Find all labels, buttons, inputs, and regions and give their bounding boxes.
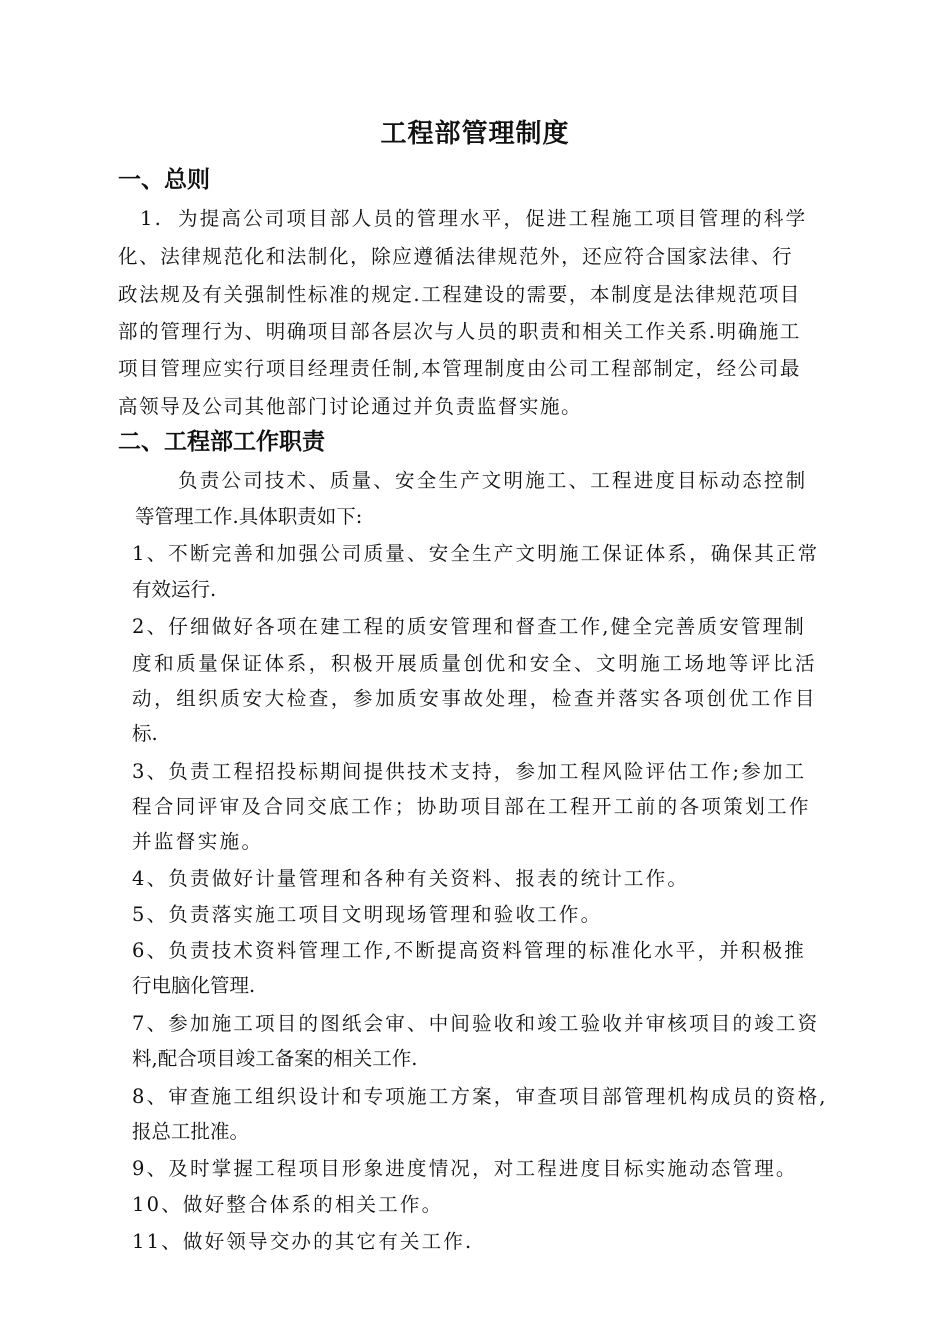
- list-item-continuation: 报总工批准。: [132, 1120, 250, 1143]
- list-item: 11、做好领导交办的其它有关工作.: [132, 1230, 474, 1253]
- list-item: 3、负责工程招投标期间提供技术支持，参加工程风险评估工作;参加工: [132, 760, 807, 783]
- paragraph-line: 高领导及公司其他部门讨论通过并负责监督实施。: [118, 395, 583, 418]
- paragraph-line: 部的管理行为、明确项目部各层次与人员的职责和相关工作关系.明确施工: [118, 320, 801, 343]
- paragraph-line: 负责公司技术、质量、安全生产文明施工、工程进度目标动态控制: [178, 469, 808, 492]
- list-item: 5、负责落实施工项目文明现场管理和验收工作。: [132, 903, 603, 926]
- list-item: 7、参加施工项目的图纸会审、中间验收和竣工验收并审核项目的竣工资: [132, 1012, 820, 1035]
- list-item-continuation: 有效运行.: [132, 578, 217, 601]
- paragraph-line: 化、法律规范化和法制化，除应遵循法律规范外，还应符合国家法律、行: [118, 245, 794, 268]
- paragraph-line: 政法规及有关强制性标准的规定.工程建设的需要，本制度是法律规范项目: [118, 283, 801, 306]
- paragraph-line: 项目管理应实行项目经理责任制,本管理制度由公司工程部制定，经公司最: [118, 357, 801, 380]
- paragraph-line: 1. 为提高公司项目部人员的管理水平，促进工程施工项目管理的科学: [140, 202, 807, 236]
- list-item-continuation: 料,配合项目竣工备案的相关工作.: [132, 1047, 418, 1070]
- list-item: 4、负责做好计量管理和各种有关资料、报表的统计工作。: [132, 867, 690, 890]
- list-item: 1、不断完善和加强公司质量、安全生产文明施工保证体系，确保其正常: [132, 542, 820, 565]
- list-item: 6、负责技术资料管理工作,不断提高资料管理的标准化水平，并积极推: [132, 939, 807, 962]
- list-item: 10、做好整合体系的相关工作。: [132, 1193, 444, 1216]
- list-item-continuation: 行电脑化管理.: [132, 974, 256, 997]
- section-heading-general: 一、总则: [118, 166, 210, 193]
- section-heading-duties: 二、工程部工作职责: [118, 428, 325, 455]
- list-item-continuation: 程合同评审及合同交底工作；协助项目部在工程开工前的各项策划工作: [132, 795, 811, 818]
- list-item-continuation: 标.: [132, 722, 158, 745]
- list-item-continuation: 度和质量保证体系，积极开展质量创优和安全、文明施工场地等评比活: [132, 652, 818, 675]
- list-item-continuation: 并监督实施。: [132, 830, 264, 853]
- list-item: 2、仔细做好各项在建工程的质安管理和督查工作,健全完善质安管理制: [132, 615, 807, 638]
- paragraph-line: 等管理工作.具体职责如下:: [135, 505, 363, 528]
- list-item-continuation: 动，组织质安大检查，参加质安事故处理，检查并落实各项创优工作目: [132, 687, 818, 710]
- list-item: 8、审查施工组织设计和专项施工方案，审查项目部管理机构成员的资格,: [132, 1085, 828, 1108]
- item-number: 1.: [140, 207, 164, 230]
- list-item: 9、及时掌握工程项目形象进度情况，对工程进度目标实施动态管理。: [132, 1157, 798, 1180]
- page-title: 工程部管理制度: [380, 119, 570, 149]
